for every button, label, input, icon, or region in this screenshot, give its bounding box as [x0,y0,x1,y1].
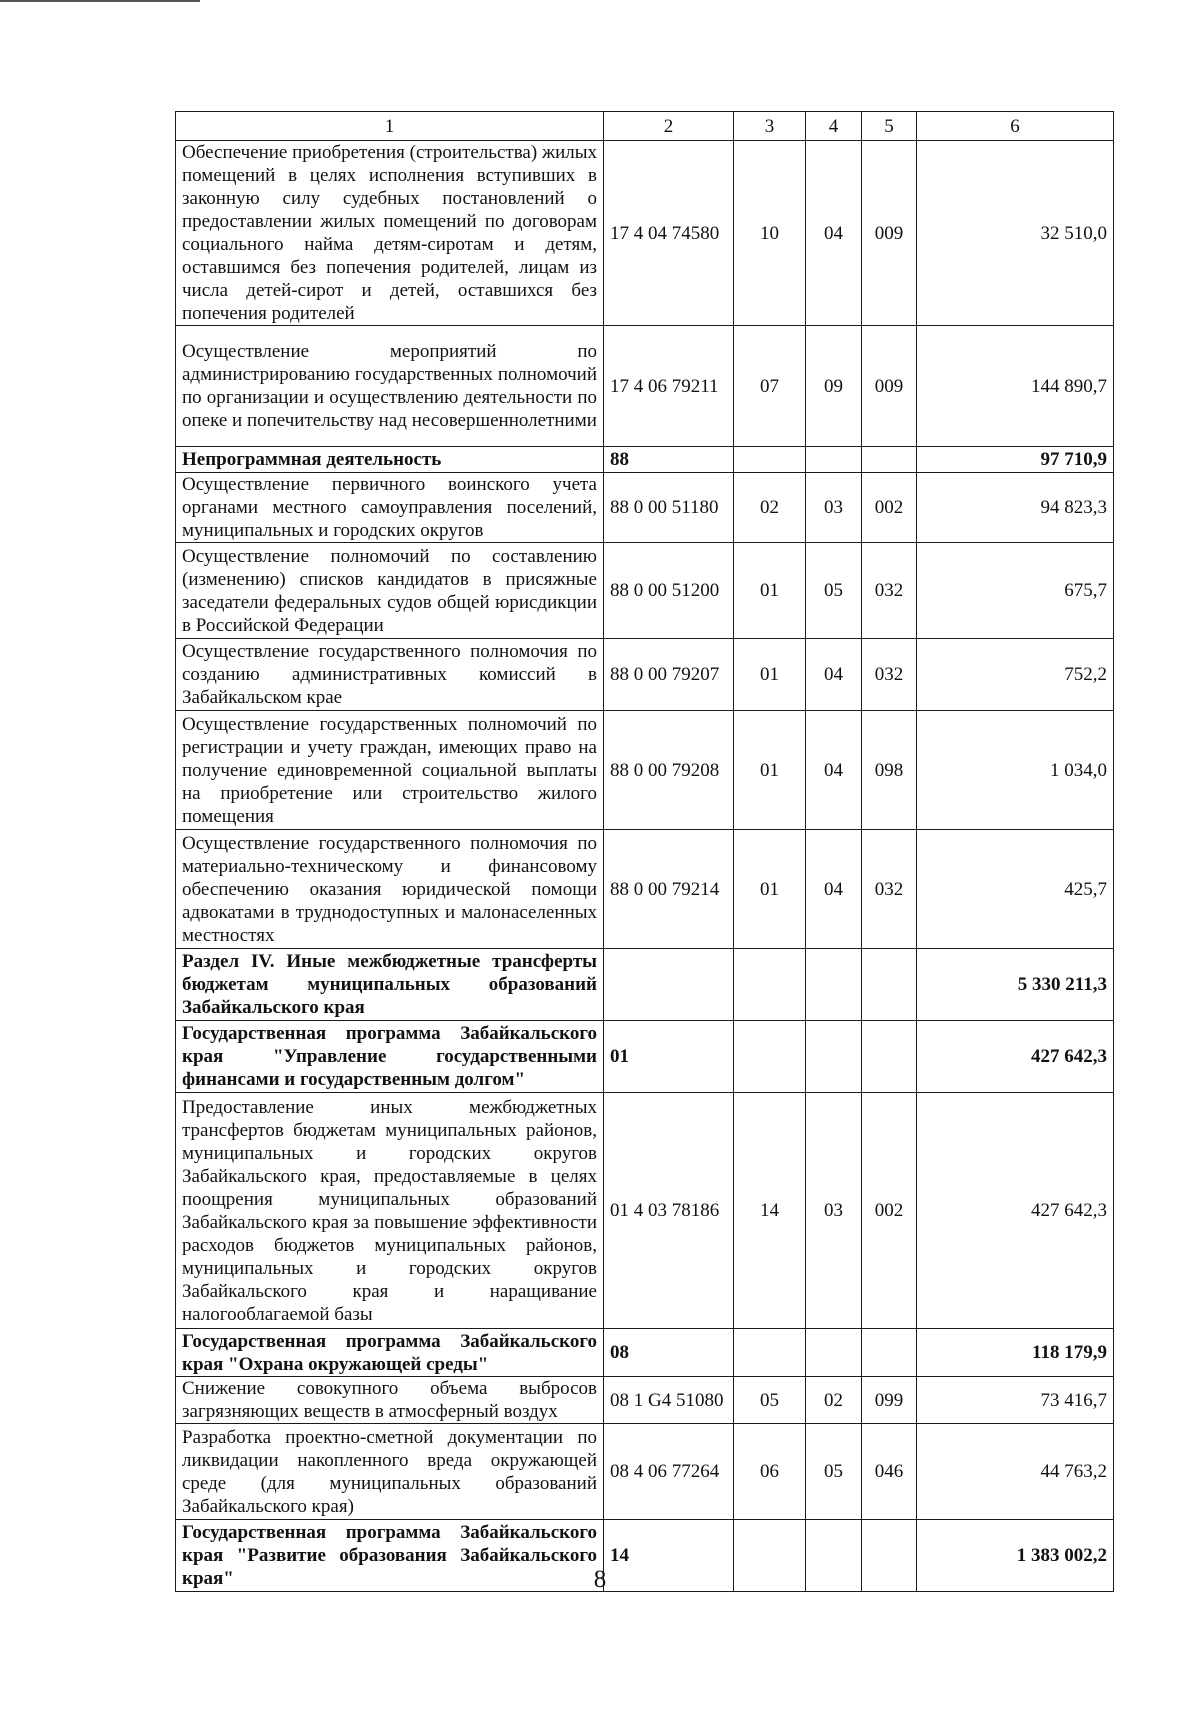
row-col-4 [806,1329,862,1377]
row-code: 01 [604,1021,734,1093]
table-row [176,1377,1114,1424]
row-name: Государственная программа Забайкальского края "Охрана окружающей среды" [176,1329,604,1377]
row-col-4: 04 [806,830,862,949]
row-code: 08 [604,1329,734,1377]
row-col-3: 10 [734,141,806,326]
header-col-2: 2 [604,112,734,141]
table-header-row [176,112,1114,141]
row-col-3: 01 [734,639,806,711]
row-sum: 675,7 [917,543,1114,639]
row-name: Осуществление мероприятий по администрированию государственных полномочий по организации и осуществлению деятельности по опеке и попечительству над несовершеннолетними [176,326,604,447]
row-col-5: 032 [862,639,917,711]
table-row-section [176,1021,1114,1093]
row-code: 88 0 00 51200 [604,543,734,639]
row-col-5: 002 [862,1093,917,1329]
row-name: Раздел IV. Иные межбюджетные трансферты бюджетам муниципальных образований Забайкальского края [176,949,604,1021]
row-col-3 [734,949,806,1021]
row-col-3 [734,1329,806,1377]
row-sum: 44 763,2 [917,1424,1114,1520]
table-row [176,543,1114,639]
row-col-3: 01 [734,711,806,830]
row-col-3: 07 [734,326,806,447]
row-col-4: 02 [806,1377,862,1424]
row-name: Разработка проектно-сметной документации по ликвидации накопленного вреда окружающей среде (для муниципальных образований Забайкальского края) [176,1424,604,1520]
row-col-3: 01 [734,830,806,949]
row-sum: 118 179,9 [917,1329,1114,1377]
row-name: Предоставление иных межбюджетных трансфертов бюджетам муниципальных районов, муниципальных и городских округов Забайкальского края, предоставляемые в целях поощрения муниципальных образований Забайкальского края за повышение эффективности расходов бюджетов муниципальных районов, муниципальных и городских округов Забайкальского края и наращивание налогооблагаемой базы [176,1093,604,1329]
row-sum: 5 330 211,3 [917,949,1114,1021]
table-row [176,141,1114,326]
row-col-5: 098 [862,711,917,830]
row-col-5: 009 [862,326,917,447]
top-edge-line [0,0,200,2]
row-col-4: 04 [806,639,862,711]
row-sum: 752,2 [917,639,1114,711]
row-code [604,949,734,1021]
row-col-3: 14 [734,1093,806,1329]
header-col-5: 5 [862,112,917,141]
row-col-4: 05 [806,543,862,639]
row-code: 14 [604,1520,734,1592]
row-col-4 [806,1021,862,1093]
row-code: 08 1 G4 51080 [604,1377,734,1424]
row-name: Осуществление государственного полномочия по материально-техническому и финансовому обеспечению оказания юридической помощи адвокатами в труднодоступных и малонаселенных местностях [176,830,604,949]
row-col-4 [806,949,862,1021]
row-code: 08 4 06 77264 [604,1424,734,1520]
budget-table [175,111,1114,1592]
row-code: 88 0 00 79214 [604,830,734,949]
row-sum: 73 416,7 [917,1377,1114,1424]
row-col-4: 09 [806,326,862,447]
row-col-3: 01 [734,543,806,639]
row-sum: 94 823,3 [917,473,1114,543]
row-code: 88 0 00 51180 [604,473,734,543]
row-name: Непрограммная деятельность [176,447,604,473]
row-sum: 97 710,9 [917,447,1114,473]
row-col-4 [806,447,862,473]
table-row [176,473,1114,543]
row-col-5: 002 [862,473,917,543]
row-sum: 1 383 002,2 [917,1520,1114,1592]
table-row [176,639,1114,711]
row-name: Государственная программа Забайкальского края "Управление государственными финансами и государственным долгом" [176,1021,604,1093]
table-row [176,1424,1114,1520]
row-name: Снижение совокупного объема выбросов загрязняющих веществ в атмосферный воздух [176,1377,604,1424]
row-code: 88 [604,447,734,473]
row-col-5 [862,447,917,473]
row-sum: 425,7 [917,830,1114,949]
row-col-4: 04 [806,141,862,326]
row-code: 17 4 06 79211 [604,326,734,447]
row-sum: 1 034,0 [917,711,1114,830]
table-row-section [176,447,1114,473]
row-col-5: 032 [862,830,917,949]
row-code: 88 0 00 79207 [604,639,734,711]
row-code: 88 0 00 79208 [604,711,734,830]
row-col-5: 046 [862,1424,917,1520]
row-code: 17 4 04 74580 [604,141,734,326]
row-name: Обеспечение приобретения (строительства) жилых помещений в целях исполнения вступивших в законную силу судебных постановлений о предоставлении жилых помещений по договорам социального найма детям-сиротам и детям, оставшимся без попечения родителей, лицам из числа детей-сирот и детей, оставшихся без попечения родителей [176,141,604,326]
row-sum: 427 642,3 [917,1021,1114,1093]
row-name: Осуществление государственного полномочия по созданию административных комиссий в Забайкальском крае [176,639,604,711]
row-col-5: 032 [862,543,917,639]
table-row-section [176,1329,1114,1377]
row-name: Осуществление государственных полномочий по регистрации и учету граждан, имеющих право на получение единовременной социальной выплаты на приобретение или строительство жилого помещения [176,711,604,830]
row-col-3: 06 [734,1424,806,1520]
row-col-5 [862,1329,917,1377]
row-name: Осуществление полномочий по составлению (изменению) списков кандидатов в присяжные заседатели федеральных судов общей юрисдикции в Российской Федерации [176,543,604,639]
row-col-4: 05 [806,1424,862,1520]
row-col-3 [734,447,806,473]
row-col-3 [734,1021,806,1093]
table-row [176,711,1114,830]
row-col-3: 05 [734,1377,806,1424]
row-sum: 144 890,7 [917,326,1114,447]
row-name: Осуществление первичного воинского учета органами местного самоуправления поселений, муниципальных и городских округов [176,473,604,543]
row-col-4: 04 [806,711,862,830]
page-number: 8 [593,1566,607,1593]
row-col-4: 03 [806,1093,862,1329]
table-row [176,326,1114,447]
header-col-3: 3 [734,112,806,141]
row-col-5: 099 [862,1377,917,1424]
row-code: 01 4 03 78186 [604,1093,734,1329]
row-sum: 32 510,0 [917,141,1114,326]
table-row [176,1093,1114,1329]
row-col-4: 03 [806,473,862,543]
row-col-5 [862,1021,917,1093]
row-sum: 427 642,3 [917,1093,1114,1329]
row-col-5: 009 [862,141,917,326]
row-name: Государственная программа Забайкальского края "Развитие образования Забайкальского края" [176,1520,604,1592]
header-col-4: 4 [806,112,862,141]
table-row-section [176,949,1114,1021]
row-col-5 [862,949,917,1021]
table-row [176,830,1114,949]
row-col-3: 02 [734,473,806,543]
header-col-1: 1 [176,112,604,141]
header-col-6: 6 [917,112,1114,141]
